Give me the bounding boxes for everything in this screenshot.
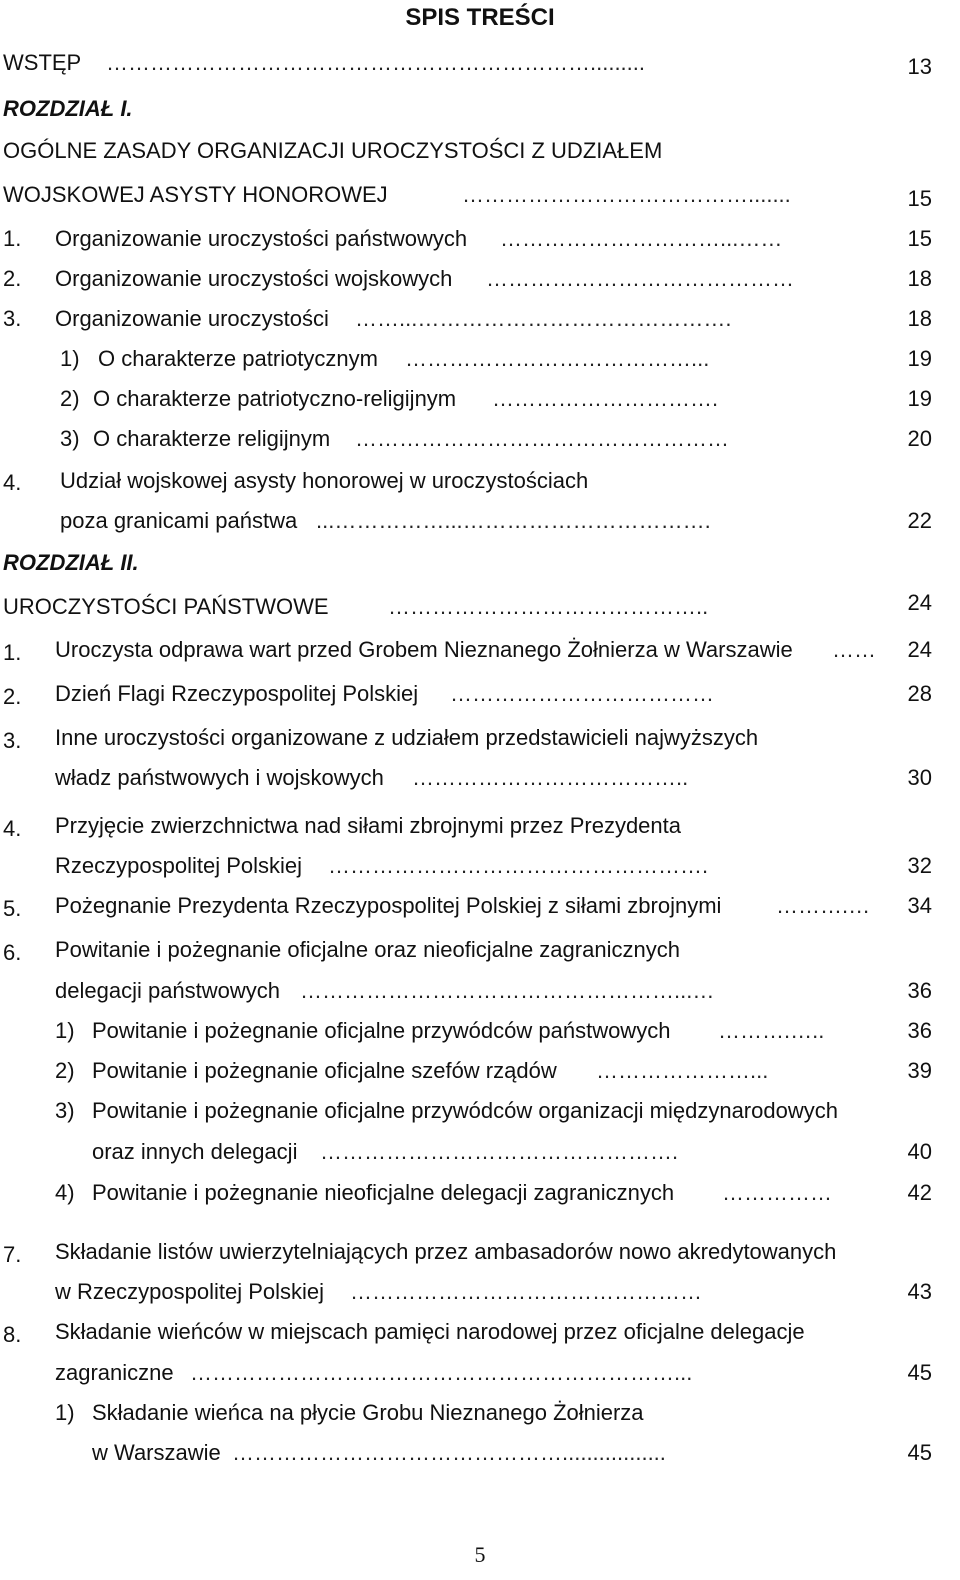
toc-dots: ………………………………………................. xyxy=(232,1440,666,1465)
toc-dots: …………………………...…… xyxy=(500,226,783,251)
toc-item-number: 2. xyxy=(3,266,22,291)
toc-label: Składanie wieńca na płycie Grobu Nieznanego Żołnierza xyxy=(92,1400,644,1425)
toc-dots: …………………………. xyxy=(492,386,719,411)
toc-dots: ……………………………… xyxy=(450,681,714,706)
toc-dots: …………………………………….. xyxy=(388,594,709,619)
toc-page-number: 34 xyxy=(907,893,932,918)
toc-item-number: 2) xyxy=(60,386,80,411)
toc-page-number: 45 xyxy=(907,1440,932,1465)
chapter-title: OGÓLNE ZASADY ORGANIZACJI UROCZYSTOŚCI Z UDZIAŁEM xyxy=(3,138,663,163)
toc-page-number: 24 xyxy=(907,637,932,662)
toc-item-number: 8. xyxy=(3,1322,22,1347)
toc-page-number: 36 xyxy=(907,978,932,1003)
toc-label: Powitanie i pożegnanie oficjalne szefów rządów xyxy=(92,1058,557,1083)
toc-label: Powitanie i pożegnanie oficjalne przywódców organizacji międzynarodowych xyxy=(92,1098,838,1123)
toc-label: Inne uroczystości organizowane z udziałem przedstawicieli najwyższych xyxy=(55,725,759,750)
toc-label: władz państwowych i wojskowych xyxy=(55,765,384,790)
toc-page-number: 42 xyxy=(907,1180,932,1205)
toc-label: Pożegnanie Prezydenta Rzeczypospolitej Polskiej z siłami zbrojnymi xyxy=(55,893,722,918)
toc-dots: …………………………………………… xyxy=(355,426,729,451)
toc-page-number: 15 xyxy=(907,186,932,211)
toc-dots: ……….….. xyxy=(718,1018,825,1043)
toc-label: Rzeczypospolitej Polskiej xyxy=(55,853,302,878)
toc-label: zagraniczne xyxy=(55,1360,174,1385)
toc-dots: ……………………………….. xyxy=(412,765,689,790)
toc-page-number: 18 xyxy=(907,306,932,331)
toc-dots: …… xyxy=(832,637,876,662)
toc-dots: …………………………………....... xyxy=(462,182,791,207)
toc-dots: ……………………………………………. xyxy=(328,853,709,878)
toc-label: O charakterze religijnym xyxy=(93,426,331,451)
toc-label: O charakterze patriotyczno-religijnym xyxy=(93,386,457,411)
toc-dots: …………………………………… xyxy=(486,266,794,291)
toc-page-number: 40 xyxy=(907,1139,932,1164)
toc-page-number: 19 xyxy=(907,346,932,371)
toc-label: Uroczysta odprawa wart przed Grobem Nieznanego Żołnierza w Warszawie xyxy=(55,637,793,662)
toc-label: Powitanie i pożegnanie oficjalne przywódców państwowych xyxy=(92,1018,671,1043)
toc-label: delegacji państwowych xyxy=(55,978,281,1003)
page-title: SPIS TREŚCI xyxy=(405,4,555,31)
toc-item-number: 1. xyxy=(3,640,22,665)
toc-page-number: 32 xyxy=(907,853,932,878)
toc-label: Powitanie i pożegnanie oficjalne oraz nieoficjalne zagranicznych xyxy=(55,937,680,962)
toc-page-number: 30 xyxy=(907,765,932,790)
toc-item-number: 4) xyxy=(55,1180,75,1205)
toc-page-number: 13 xyxy=(907,54,932,79)
toc-dots: ………………………………………… xyxy=(350,1279,702,1304)
toc-dots: …………………………………………. xyxy=(320,1139,679,1164)
chapter-heading: ROZDZIAŁ II. xyxy=(3,550,139,575)
toc-dots: ……...……………………………………. xyxy=(355,306,732,331)
toc-item-number: 3. xyxy=(3,306,22,331)
toc-page-number: 28 xyxy=(907,681,932,706)
toc-page-number: 19 xyxy=(907,386,932,411)
toc-dots: …………… xyxy=(722,1180,832,1205)
chapter-title: WOJSKOWEJ ASYSTY HONOROWEJ xyxy=(3,182,388,207)
toc-page-number: 36 xyxy=(907,1018,932,1043)
toc-label: Organizowanie uroczystości wojskowych xyxy=(55,266,453,291)
toc-label: w Rzeczypospolitej Polskiej xyxy=(55,1279,324,1304)
toc-label: poza granicami państwa xyxy=(60,508,298,533)
toc-dots: …………………... xyxy=(596,1058,769,1083)
toc-item-number: 6. xyxy=(3,940,22,965)
toc-page-number: 18 xyxy=(907,266,932,291)
toc-item-number: 1) xyxy=(55,1400,75,1425)
toc-label: Powitanie i pożegnanie nieoficjalne delegacji zagranicznych xyxy=(92,1180,675,1205)
toc-page-number: 43 xyxy=(907,1279,932,1304)
toc-label: Dzień Flagi Rzeczypospolitej Polskiej xyxy=(55,681,419,706)
toc-label: Organizowanie uroczystości państwowych xyxy=(55,226,468,251)
footer-page-number: 5 xyxy=(474,1542,486,1567)
chapter-heading: ROZDZIAŁ I. xyxy=(3,96,133,121)
toc-page-number: 15 xyxy=(907,226,932,251)
toc-item-number: 2) xyxy=(55,1058,75,1083)
toc-item-number: 7. xyxy=(3,1242,22,1267)
toc-item-number: 4. xyxy=(3,816,22,841)
toc-page-number: 22 xyxy=(907,508,932,533)
toc-item-number: 1) xyxy=(55,1018,75,1043)
chapter-title: UROCZYSTOŚCI PAŃSTWOWE xyxy=(3,594,329,619)
toc-label: Składanie listów uwierzytelniających przez ambasadorów nowo akredytowanych xyxy=(55,1239,837,1264)
toc-page-number: 39 xyxy=(907,1058,932,1083)
toc-label: Przyjęcie zwierzchnictwa nad siłami zbrojnymi przez Prezydenta xyxy=(55,813,682,838)
toc-dots: …………………………………... xyxy=(405,346,710,371)
toc-item-number: 2. xyxy=(3,684,22,709)
toc-page-number: 45 xyxy=(907,1360,932,1385)
toc-label: oraz innych delegacji xyxy=(92,1139,298,1164)
toc-item-number: 3) xyxy=(60,426,80,451)
toc-page-number: 20 xyxy=(907,426,932,451)
toc-item-number: 5. xyxy=(3,896,22,921)
toc-label: Składanie wieńców w miejscach pamięci narodowej przez oficjalne delegacje xyxy=(55,1319,805,1344)
toc-label: O charakterze patriotycznym xyxy=(98,346,378,371)
toc-item-number: 1) xyxy=(60,346,80,371)
toc-page-number: 24 xyxy=(907,590,932,615)
toc-label: WSTĘP xyxy=(3,50,82,75)
toc-dots: ...……………...……………………………. xyxy=(316,508,711,533)
toc-label: w Warszawie xyxy=(92,1440,221,1465)
toc-dots: …………………………………………………………... xyxy=(190,1360,693,1385)
toc-item-number: 1. xyxy=(3,226,22,251)
toc-item-number: 3) xyxy=(55,1098,75,1123)
toc-dots: ……………………………………………...… xyxy=(300,978,715,1003)
toc-dots: …………………………………………………………......... xyxy=(106,50,646,75)
toc-dots: ……….… xyxy=(776,893,871,918)
toc-item-number: 4. xyxy=(3,470,22,495)
toc-label: Udział wojskowej asysty honorowej w uroczystościach xyxy=(60,468,589,493)
toc-item-number: 3. xyxy=(3,728,22,753)
toc-label: Organizowanie uroczystości xyxy=(55,306,329,331)
